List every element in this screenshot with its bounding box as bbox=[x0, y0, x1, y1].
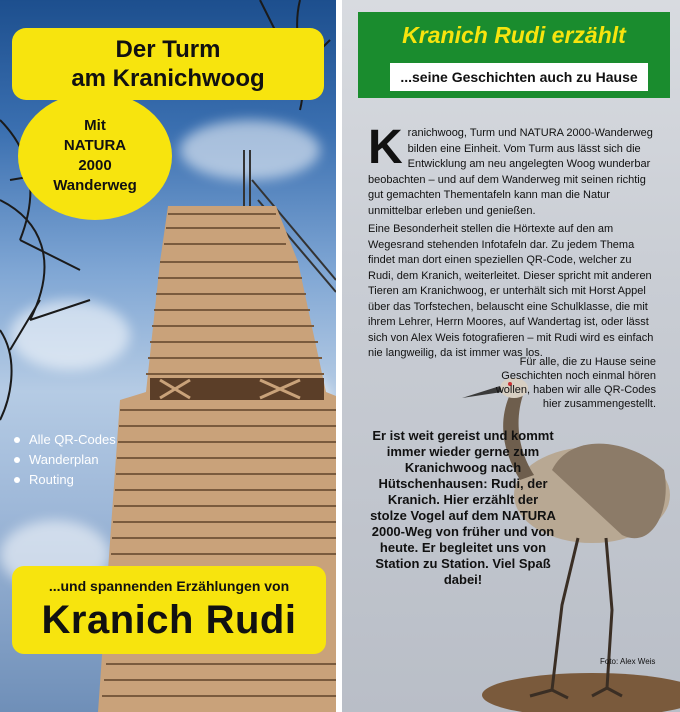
bullet-icon bbox=[14, 477, 20, 483]
bullet-icon bbox=[14, 457, 20, 463]
photo-credit: Foto: Alex Weis bbox=[600, 657, 656, 666]
qr-note: Für alle, die zu Hause seine Geschichten noch einmal hören wollen, haben wir alle QR-Codes hier zusammengestellt. bbox=[495, 356, 656, 410]
intro-text: ranichwoog, Turm und NATURA 2000-Wanderweg bilden eine Einheit. Vom Turm aus lässt sich die Entwicklung am neu angelegten Woog wunderbar beobachten – und auf dem Wanderweg mit seinen richtig gut gemachten Thementafeln kann man die Natur unmittelbar erleben und genießen. bbox=[368, 127, 653, 217]
list-item-label: Routing bbox=[29, 472, 74, 487]
title-line-2: am Kranichwoog bbox=[71, 65, 265, 92]
header-box bbox=[358, 12, 670, 98]
story-title: Kranich Rudi erzählt bbox=[402, 22, 626, 48]
second-paragraph: Eine Besonderheit stellen die Hörtexte auf den am Wegesrand stehenden Infotafeln dar. Zu jedem Thema findet man dort einen speziellen QR-Code, welcher zu Rudi, dem Kranich, weiterleitet. Dieser spricht mit anderen Tieren am Kranichwoog, er unterhält sich mit Horst Appel über das Torfstechen, belauscht eine Schulklasse, die mit ihrem Lehrer, Herrn Moores, auf Wandertag ist, oder lässt sich von Alex Weis fotografieren – mit Rudi wird es einfach nie langweilig, da ist immer was los. bbox=[368, 223, 654, 359]
bottom-box bbox=[12, 566, 326, 654]
list-item-label: Alle QR-Codes bbox=[29, 432, 116, 447]
list-item bbox=[14, 450, 116, 470]
title-line-1: Der Turm bbox=[115, 36, 221, 63]
list-item bbox=[14, 470, 116, 490]
bottom-subtitle: ...und spannenden Erzählungen von bbox=[48, 578, 290, 594]
intro-paragraph bbox=[368, 121, 660, 219]
title-box bbox=[12, 28, 324, 100]
badge-line-2: NATURA bbox=[63, 137, 127, 154]
story-panel bbox=[342, 0, 680, 712]
badge-line-1: Mit bbox=[84, 117, 106, 134]
drop-cap: K bbox=[368, 121, 403, 174]
cover-panel bbox=[0, 0, 336, 712]
bullet-icon bbox=[14, 437, 20, 443]
list-item bbox=[14, 430, 116, 450]
bottom-title: Kranich Rudi bbox=[41, 598, 297, 642]
natura-badge bbox=[18, 92, 172, 220]
crane-caption: Er ist weit gereist und kommt immer wieder gerne zum Kranichwoog nach Hütschenhausen: Rudi, der Kranich. Hier erzählt der stolze Vogel auf dem NATURA 2000-Weg von früher und von heute. Er begleitet uns von Station zu Station. Viel Spaß dabei! bbox=[370, 428, 556, 587]
list-item-label: Wanderplan bbox=[29, 452, 99, 467]
badge-line-4: Wanderweg bbox=[53, 177, 137, 194]
badge-line-3: 2000 bbox=[78, 157, 112, 174]
story-subtitle: ...seine Geschichten auch zu Hause bbox=[390, 63, 648, 91]
feature-list bbox=[14, 430, 116, 490]
